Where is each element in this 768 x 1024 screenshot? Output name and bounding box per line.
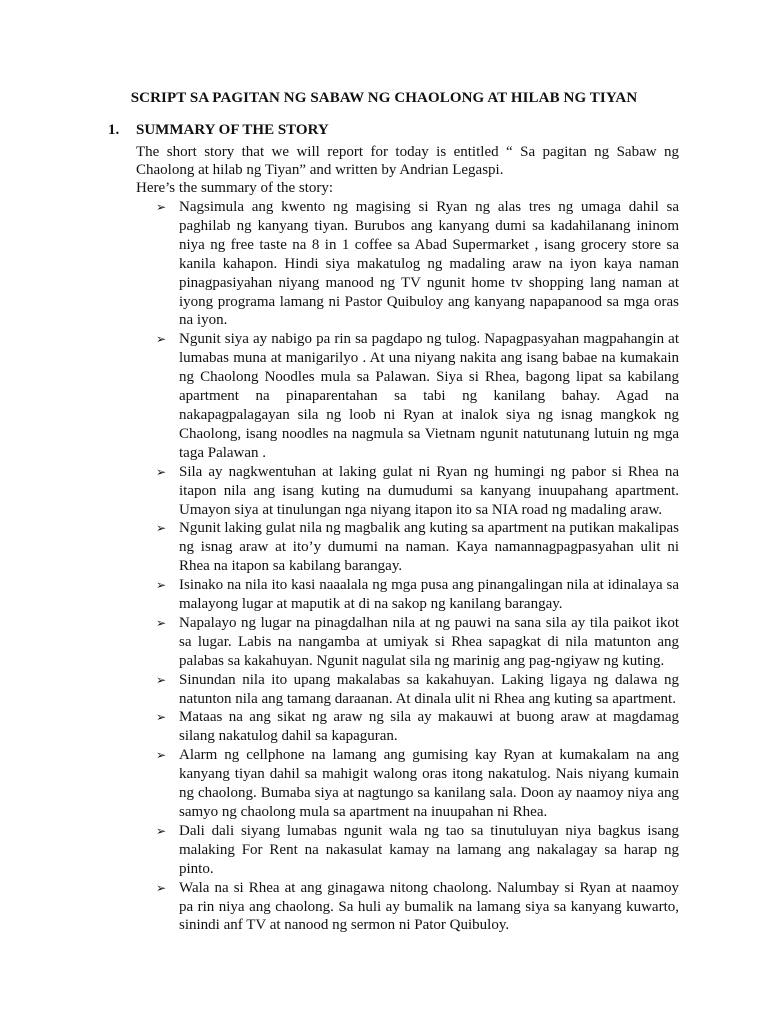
intro-lead-in: Here’s the summary of the story: xyxy=(136,180,334,196)
bullet-text: Napalayo ng lugar na pinagdalhan nila at ng pauwi na sana sila ay tila paikot ikot sa lugar. Labis na nangamba at umiyak si Rhea sapagkat di nila matunton ang palabas sa kakahuyan. Ngunit nagulat sila ng marinig ang pag-ngiyaw ng kuting. xyxy=(179,614,679,669)
list-item xyxy=(156,330,679,462)
list-item xyxy=(156,463,679,520)
section-number: 1. xyxy=(108,122,120,138)
arrow-bullet-icon: ➢ xyxy=(156,710,167,725)
bullet-text: Sila ay nagkwentuhan at laking gulat ni Ryan ng humingi ng pabor si Rhea na itapon nila ang isang kuting na dumudumi sa kanyang inuupahang apartment. Umayon siya at tinulungan nga niyang itapon ito sa NIA road ng madaling araw. xyxy=(179,463,679,518)
document-title: SCRIPT SA PAGITAN NG SABAW NG CHAOLONG AT HILAB NG TIYAN xyxy=(130,90,638,106)
summary-bullet-list xyxy=(156,198,679,935)
section-title: SUMMARY OF THE STORY xyxy=(136,122,329,138)
list-item xyxy=(156,198,679,330)
intro-paragraph: The short story that we will report for today is entitled “ Sa pagitan ng Sabaw ng Chaolong at hilab ng Tiyan” and written by Andrian Legaspi. xyxy=(136,144,679,178)
bullet-text: Ngunit siya ay nabigo pa rin sa pagdapo ng tulog. Napagpasyahan magpahangin at lumabas muna at manigarilyo . At una niyang nakita ang isang babae na kumakain ng Chaolong Noodles mula sa Palawan. Siya si Rhea, bagong lipat sa kabilang apartment na pinaparentahan sa tabi ng kanilang bahay. Agad na nakapagpalagayan sila ng loob ni Ryan at inalok siya ng isnag mangkok ng Chaolong, isang noodles na nagmula sa Vietnam ngunit natutunang lutuin ng mga taga Palawan . xyxy=(179,331,679,461)
arrow-bullet-icon: ➢ xyxy=(156,880,167,895)
list-item xyxy=(156,822,679,879)
list-item xyxy=(156,708,679,746)
arrow-bullet-icon: ➢ xyxy=(156,464,167,479)
bullet-text: Alarm ng cellphone na lamang ang gumising kay Ryan at kumakalam na ang kanyang tiyan dahil sa mahigit walong oras itong nakatulog. Nais niyang kumain ng chaolong. Bumaba siya at nagtungo sa kanilang sala. Doon ay naamoy niya ang samyo ng chaolong mula sa apartment na inuupahan ni Rhea. xyxy=(179,747,679,820)
list-item xyxy=(156,746,679,822)
arrow-bullet-icon: ➢ xyxy=(156,332,167,347)
list-item xyxy=(156,614,679,671)
list-item xyxy=(156,671,679,709)
arrow-bullet-icon: ➢ xyxy=(156,521,167,536)
list-item xyxy=(156,519,679,576)
section-heading xyxy=(108,122,329,139)
arrow-bullet-icon: ➢ xyxy=(156,672,167,687)
arrow-bullet-icon: ➢ xyxy=(156,200,167,214)
bullet-text: Isinako na nila ito kasi naaalala ng mga pusa ang pinangalingan nila at idinalaya sa malayong lugar at maputik at di na sakop ng kanilang barangay. xyxy=(179,577,679,613)
bullet-text: Nagsimula ang kwento ng magising si Ryan ng alas tres ng umaga dahil sa paghilab ng kanyang tiyan. Burubos ang kanyang dumi sa kadahilanang ininom niya ng free taste na 8 in 1 coffee sa Abad Supermarket , isang grocery store sa kanila kahapon. Hindi siya makatulog ng madaling araw na iyon kaya naman pinagpasiyahan niyang manood ng TV ngunit home tv shopping lang naman at iyong programa lamang ni Pastor Quibuloy ang kanyang napapanood sa mga oras na iyon. xyxy=(179,199,679,329)
arrow-bullet-icon: ➢ xyxy=(156,823,167,838)
arrow-bullet-icon: ➢ xyxy=(156,748,167,763)
bullet-text: Sinundan nila ito upang makalabas sa kakahuyan. Laking ligaya ng dalawa ng natunton nila ang tamang daraanan. At dinala ulit ni Rhea ang kuting sa apartment. xyxy=(179,671,679,707)
bullet-text: Mataas na ang sikat ng araw ng sila ay makauwi at buong araw at magdamag silang nakatulog dahil sa kapaguran. xyxy=(179,709,679,745)
arrow-bullet-icon: ➢ xyxy=(156,615,167,630)
bullet-text: Dali dali siyang lumabas ngunit wala ng tao sa tinutuluyan niya bagkus isang malaking For Rent na nakasulat kamay na lamang ang nakalagay sa harap ng pinto. xyxy=(179,822,679,877)
bullet-text: Wala na si Rhea at ang ginagawa nitong chaolong. Nalumbay si Ryan at naamoy pa rin niya ang chaolong. Sa huli ay bumalik na lamang siya sa kanyang kuwarto, sinindi anf TV at nanood ng sermon ni Pator Quibuloy. xyxy=(179,879,679,934)
list-item xyxy=(156,576,679,614)
bullet-text: Ngunit laking gulat nila ng magbalik ang kuting sa apartment na putikan makalipas ng isnag araw at ito’y dumumi na naman. Kaya namannagpagpasyahan ulit ni Rhea na itapon sa kabilang barangay. xyxy=(179,520,679,575)
list-item xyxy=(156,879,679,936)
arrow-bullet-icon: ➢ xyxy=(156,578,167,593)
